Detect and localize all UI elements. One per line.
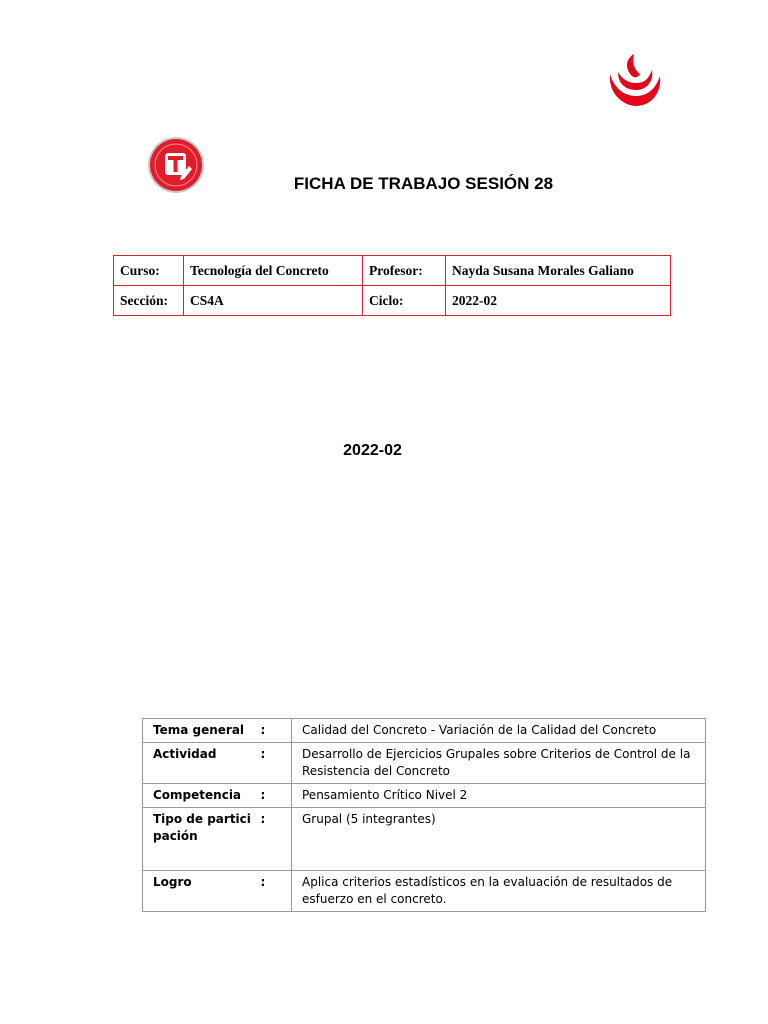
profesor-value: Nayda Susana Morales Galiano [446,256,671,286]
table-row [143,784,706,808]
row-colon: : [261,808,292,871]
upc-logo-icon [604,52,664,108]
seccion-label: Sección: [114,286,184,316]
ciclo-label: Ciclo: [363,286,446,316]
row-colon: : [261,719,292,743]
table-row [114,256,671,286]
row-value: Grupal (5 integrantes) [292,808,706,871]
ciclo-value: 2022-02 [446,286,671,316]
table-row [143,808,706,871]
row-colon: : [261,784,292,808]
row-colon: : [261,743,292,784]
course-info-table [113,255,671,316]
page-title: FICHA DE TRABAJO SESIÓN 28 [293,174,554,193]
seccion-value: CS4A [184,286,363,316]
row-value: Calidad del Concreto - Variación de la Calidad del Concreto [292,719,706,743]
row-value: Pensamiento Crítico Nivel 2 [292,784,706,808]
row-value: Aplica criterios estadísticos en la evaluación de resultados de esfuerzo en el concreto. [292,871,706,912]
row-label: Tema general [143,719,261,743]
table-row [143,719,706,743]
activity-info-table [142,718,706,912]
table-row [143,743,706,784]
row-label: Logro [143,871,261,912]
curso-label: Curso: [114,256,184,286]
row-label: Tipo de participación [143,808,261,871]
table-row [143,871,706,912]
profesor-label: Profesor: [363,256,446,286]
year-heading: 2022-02 [343,442,402,459]
row-label: Actividad [143,743,261,784]
row-colon: : [261,871,292,912]
curso-value: Tecnología del Concreto [184,256,363,286]
row-label: Competencia [143,784,261,808]
table-row [114,286,671,316]
row-value: Desarrollo de Ejercicios Grupales sobre Criterios de Control de la Resistencia del Concreto [292,743,706,784]
